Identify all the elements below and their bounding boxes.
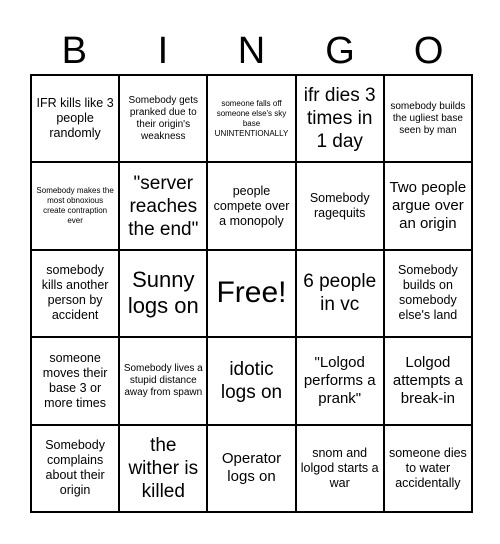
bingo-cell-17[interactable]	[119, 337, 207, 424]
cell-text: Two people argue over an origin	[389, 179, 467, 233]
header-letter-b: B	[61, 30, 87, 72]
bingo-cell-4[interactable]	[296, 75, 384, 162]
cell-text: IFR kills like 3 people randomly	[36, 96, 114, 141]
bingo-cell-6[interactable]	[31, 162, 119, 249]
bingo-header	[30, 28, 473, 74]
cell-text: the wither is killed	[128, 434, 199, 502]
cell-text: Somebody complains about their origin	[45, 438, 105, 498]
bingo-cell-11[interactable]	[31, 250, 119, 337]
cell-text: people compete over a monopoly	[213, 183, 290, 228]
bingo-grid	[30, 74, 473, 513]
bingo-cell-3[interactable]	[207, 75, 295, 162]
cell-text: Lolgod attempts a break-in	[392, 353, 463, 407]
cell-text: Somebody lives a stupid distance away from spawn	[123, 362, 203, 398]
bingo-cell-20[interactable]	[384, 337, 472, 424]
cell-text: "Lolgod performs a prank"	[303, 353, 376, 407]
cell-text: somebody kills another person by accident	[41, 263, 109, 323]
bingo-cell-10[interactable]	[384, 162, 472, 249]
cell-text: idotic logs on	[220, 358, 283, 403]
bingo-cell-24[interactable]	[296, 425, 384, 512]
cell-text: snom and lolgod starts a war	[300, 445, 379, 490]
bingo-cell-7[interactable]	[119, 162, 207, 249]
cell-text: Somebody builds on somebody else's land	[398, 263, 458, 323]
bingo-cell-1[interactable]	[31, 75, 119, 162]
cell-text: Somebody ragequits	[309, 191, 370, 221]
cell-text: somebody builds the ugliest base seen by man	[390, 100, 466, 136]
bingo-cell-18[interactable]	[207, 337, 295, 424]
cell-text: Operator logs on	[221, 450, 282, 486]
bingo-cell-12[interactable]	[119, 250, 207, 337]
bingo-cell-23[interactable]	[207, 425, 295, 512]
cell-text: Sunny logs on	[127, 267, 199, 319]
bingo-cell-8[interactable]	[207, 162, 295, 249]
cell-text: someone moves their base 3 or more times	[42, 350, 108, 410]
bingo-cell-15[interactable]	[384, 250, 472, 337]
bingo-cell-21[interactable]	[31, 425, 119, 512]
bingo-cell-9[interactable]	[296, 162, 384, 249]
bingo-cell-free[interactable]	[207, 250, 295, 337]
bingo-cell-5[interactable]	[384, 75, 472, 162]
bingo-cell-16[interactable]	[31, 337, 119, 424]
cell-text: someone dies to water accidentally	[388, 445, 467, 490]
bingo-cell-2[interactable]	[119, 75, 207, 162]
free-space-text: Free!	[216, 276, 287, 310]
header-letter-n: N	[237, 30, 266, 72]
cell-text: Somebody gets pranked due to their origin's weakness	[128, 94, 199, 142]
bingo-cell-22[interactable]	[119, 425, 207, 512]
header-letter-i: I	[157, 30, 169, 72]
cell-text: someone falls off someone else's sky base UNINTENTIONALLY	[214, 98, 289, 138]
cell-text: 6 people in vc	[303, 271, 377, 316]
bingo-cell-19[interactable]	[296, 337, 384, 424]
bingo-cell-25[interactable]	[384, 425, 472, 512]
cell-text: "server reaches the end"	[128, 172, 199, 240]
cell-text: Somebody makes the most obnoxious create contraption ever	[36, 186, 114, 226]
bingo-cell-14[interactable]	[296, 250, 384, 337]
header-letter-g: G	[325, 30, 355, 72]
header-letter-o: O	[413, 30, 444, 72]
cell-text: ifr dies 3 times in 1 day	[303, 85, 376, 153]
